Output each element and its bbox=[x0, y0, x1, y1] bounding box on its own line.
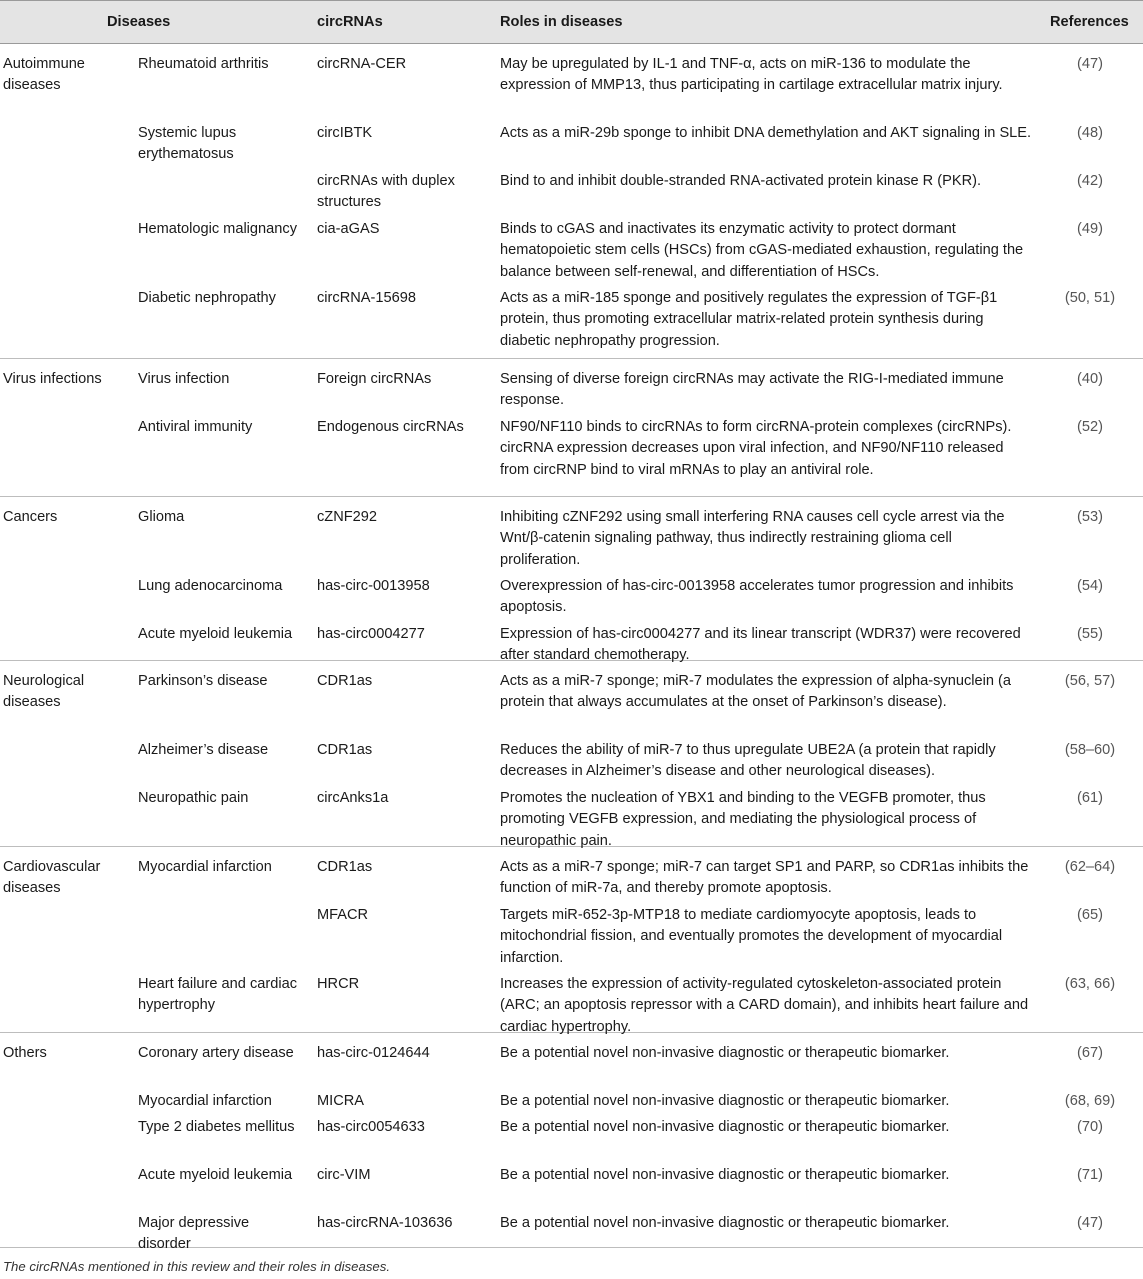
disease-cell: Lung adenocarcinoma bbox=[138, 578, 283, 594]
circrna-cell: cZNF292 bbox=[317, 509, 378, 525]
role-cell: Inhibiting cZNF292 using small interfering RNA causes cell cycle arrest via the Wnt/β-catenin signaling pathway, thus indirectly restraining glioma cell proliferation. bbox=[500, 509, 1005, 568]
circrna-cell: CDR1as bbox=[317, 742, 373, 758]
circrna-cell: has-circ0054633 bbox=[317, 1119, 425, 1135]
table-row bbox=[0, 1117, 1143, 1165]
table-header bbox=[0, 0, 1143, 44]
row-group bbox=[0, 359, 1143, 497]
circrna-cell: circRNA-CER bbox=[317, 56, 407, 72]
reference-cell: (48) bbox=[1077, 125, 1103, 141]
header-diseases: Diseases bbox=[107, 14, 171, 30]
disease-cell: Myocardial infarction bbox=[138, 859, 272, 875]
table-row bbox=[0, 417, 1143, 486]
reference-cell: (58–60) bbox=[1064, 742, 1116, 758]
role-cell: Increases the expression of activity-regulated cytoskeleton-associated protein (ARC; an apoptosis repressor with a CARD domain), and inhibits heart failure and cardiac hypertrophy. bbox=[500, 976, 1029, 1035]
disease-cell: Type 2 diabetes mellitus bbox=[138, 1119, 295, 1135]
role-cell: Promotes the nucleation of YBX1 and binding to the VEGFB promoter, thus promoting VEGFB expression, and mediating the physiological process of neuropathic pain. bbox=[500, 790, 986, 849]
table-row bbox=[0, 123, 1143, 171]
disease-cell: Myocardial infarction bbox=[138, 1093, 272, 1109]
role-cell: Targets miR-652-3p-MTP18 to mediate cardiomyocyte apoptosis, leads to mitochondrial fission, and eventually promotes the development of myocardial infarction. bbox=[500, 907, 1003, 966]
reference-cell: (52) bbox=[1077, 419, 1103, 435]
disease-cell: Glioma bbox=[138, 509, 185, 525]
role-cell: Acts as a miR-7 sponge; miR-7 modulates the expression of alpha-synuclein (a protein that always accumulates at the onset of Parkinson’s disease). bbox=[500, 673, 1012, 711]
table-row bbox=[0, 1043, 1143, 1091]
table-row bbox=[0, 788, 1143, 847]
role-cell: Acts as a miR-7 sponge; miR-7 can target SP1 and PARP, so CDR1as inhibits the function of miR-7a, and thereby promote apoptosis. bbox=[500, 859, 1029, 897]
disease-cell: Neuropathic pain bbox=[138, 790, 249, 806]
reference-cell: (53) bbox=[1077, 509, 1103, 525]
role-cell: Be a potential novel non-invasive diagnostic or therapeutic biomarker. bbox=[500, 1045, 950, 1061]
disease-cell: Diabetic nephropathy bbox=[138, 290, 276, 306]
table-row bbox=[0, 671, 1143, 740]
group-label: Virus infections bbox=[3, 371, 102, 387]
circrna-cell: Foreign circRNAs bbox=[317, 371, 432, 387]
header-circrnas: circRNAs bbox=[317, 14, 383, 30]
role-cell: May be upregulated by IL-1 and TNF-α, acts on miR-136 to modulate the expression of MMP13, thus participating in cartilage extracellular matrix injury. bbox=[500, 56, 1003, 94]
row-group bbox=[0, 497, 1143, 664]
table-row bbox=[0, 171, 1143, 219]
role-cell: Expression of has-circ0004277 and its linear transcript (WDR37) were recovered after standard chemotherapy. bbox=[500, 626, 1021, 664]
role-cell: NF90/NF110 binds to circRNAs to form circRNA-protein complexes (circRNPs). circRNA expression decreases upon viral infection, and NF90/NF110 released from circRNP bind to viral mRNAs to play an antiviral role. bbox=[500, 419, 1012, 478]
reference-cell: (40) bbox=[1077, 371, 1103, 387]
role-cell: Bind to and inhibit double-stranded RNA-activated protein kinase R (PKR). bbox=[500, 173, 982, 189]
group-label: Others bbox=[3, 1045, 47, 1061]
table-row bbox=[0, 219, 1143, 288]
table-row bbox=[0, 1213, 1143, 1253]
circrna-cell: CDR1as bbox=[317, 859, 373, 875]
circrna-cell: cia-aGAS bbox=[317, 221, 380, 237]
reference-cell: (47) bbox=[1077, 56, 1103, 72]
group-label: Cancers bbox=[3, 509, 58, 525]
table-row bbox=[0, 857, 1143, 905]
row-group bbox=[0, 1033, 1143, 1253]
disease-cell: Antiviral immunity bbox=[138, 419, 253, 435]
circrna-cell: CDR1as bbox=[317, 673, 373, 689]
role-cell: Be a potential novel non-invasive diagnostic or therapeutic biomarker. bbox=[500, 1093, 950, 1109]
reference-cell: (71) bbox=[1077, 1167, 1103, 1183]
circrna-cell: MFACR bbox=[317, 907, 369, 923]
group-label: Cardiovascular diseases bbox=[3, 859, 101, 897]
reference-cell: (63, 66) bbox=[1064, 976, 1116, 992]
circrna-cell: circIBTK bbox=[317, 125, 373, 141]
disease-cell: Systemic lupus erythematosus bbox=[138, 125, 237, 163]
row-group bbox=[0, 661, 1143, 847]
circrna-cell: has-circ-0013958 bbox=[317, 578, 430, 594]
role-cell: Sensing of diverse foreign circRNAs may activate the RIG-I-mediated immune response. bbox=[500, 371, 1004, 409]
row-group bbox=[0, 44, 1143, 359]
reference-cell: (67) bbox=[1077, 1045, 1103, 1061]
circrna-cell: has-circ-0124644 bbox=[317, 1045, 430, 1061]
disease-cell: Acute myeloid leukemia bbox=[138, 626, 293, 642]
circrna-cell: circAnks1a bbox=[317, 790, 389, 806]
table-row bbox=[0, 1091, 1143, 1117]
table-row bbox=[0, 369, 1143, 417]
row-group bbox=[0, 847, 1143, 1033]
reference-cell: (62–64) bbox=[1064, 859, 1116, 875]
group-label: Neurological diseases bbox=[3, 673, 85, 711]
reference-cell: (42) bbox=[1077, 173, 1103, 189]
disease-cell: Hematologic malignancy bbox=[138, 221, 297, 237]
table-row bbox=[0, 740, 1143, 788]
role-cell: Reduces the ability of miR-7 to thus upregulate UBE2A (a protein that rapidly decreases in Alzheimer’s disease and other neurological diseases). bbox=[500, 742, 996, 780]
disease-cell: Acute myeloid leukemia bbox=[138, 1167, 293, 1183]
circrna-cell: circ-VIM bbox=[317, 1167, 371, 1183]
header-references: References bbox=[1050, 14, 1129, 30]
role-cell: Acts as a miR-29b sponge to inhibit DNA demethylation and AKT signaling in SLE. bbox=[500, 125, 1032, 141]
table-row bbox=[0, 54, 1143, 123]
role-cell: Be a potential novel non-invasive diagnostic or therapeutic biomarker. bbox=[500, 1215, 950, 1231]
circrna-cell: circRNA-15698 bbox=[317, 290, 416, 306]
disease-cell: Alzheimer’s disease bbox=[138, 742, 269, 758]
reference-cell: (49) bbox=[1077, 221, 1103, 237]
circrna-cell: Endogenous circRNAs bbox=[317, 419, 464, 435]
reference-cell: (55) bbox=[1077, 626, 1103, 642]
reference-cell: (65) bbox=[1077, 907, 1103, 923]
disease-cell: Parkinson’s disease bbox=[138, 673, 268, 689]
table-row bbox=[0, 288, 1143, 357]
table-row bbox=[0, 1165, 1143, 1213]
reference-cell: (56, 57) bbox=[1064, 673, 1116, 689]
role-cell: Acts as a miR-185 sponge and positively regulates the expression of TGF-β1 protein, thus promoting extracellular matrix-related protein synthesis during diabetic nephropathy progression. bbox=[500, 290, 998, 349]
group-label: Autoimmune diseases bbox=[3, 56, 85, 94]
circrna-cell: HRCR bbox=[317, 976, 360, 992]
role-cell: Be a potential novel non-invasive diagnostic or therapeutic biomarker. bbox=[500, 1119, 950, 1135]
disease-cell: Major depressive disorder bbox=[138, 1215, 250, 1253]
circrna-cell: has-circ0004277 bbox=[317, 626, 425, 642]
circrna-cell: has-circRNA-103636 bbox=[317, 1215, 453, 1231]
reference-cell: (70) bbox=[1077, 1119, 1103, 1135]
reference-cell: (54) bbox=[1077, 578, 1103, 594]
role-cell: Overexpression of has-circ-0013958 accelerates tumor progression and inhibits apoptosis. bbox=[500, 578, 1014, 616]
table-caption: The circRNAs mentioned in this review and their roles in diseases. bbox=[3, 1259, 391, 1274]
table-row bbox=[0, 507, 1143, 576]
disease-cell: Heart failure and cardiac hypertrophy bbox=[138, 976, 297, 1014]
circrna-cell: MICRA bbox=[317, 1093, 365, 1109]
table-row bbox=[0, 974, 1143, 1033]
reference-cell: (68, 69) bbox=[1064, 1093, 1116, 1109]
header-roles: Roles in diseases bbox=[500, 14, 623, 30]
table-row bbox=[0, 905, 1143, 974]
table-row bbox=[0, 576, 1143, 624]
table-row bbox=[0, 624, 1143, 664]
reference-cell: (50, 51) bbox=[1064, 290, 1116, 306]
circrna-cell: circRNAs with duplex structures bbox=[317, 173, 455, 211]
reference-cell: (47) bbox=[1077, 1215, 1103, 1231]
role-cell: Be a potential novel non-invasive diagnostic or therapeutic biomarker. bbox=[500, 1167, 950, 1183]
disease-cell: Coronary artery disease bbox=[138, 1045, 294, 1061]
disease-cell: Rheumatoid arthritis bbox=[138, 56, 269, 72]
role-cell: Binds to cGAS and inactivates its enzymatic activity to protect dormant hematopoietic stem cells (HSCs) from cGAS-mediated exhaustion, regulating the balance between self-renewal, and differentiation of HSCs. bbox=[500, 221, 1024, 280]
disease-cell: Virus infection bbox=[138, 371, 230, 387]
reference-cell: (61) bbox=[1077, 790, 1103, 806]
